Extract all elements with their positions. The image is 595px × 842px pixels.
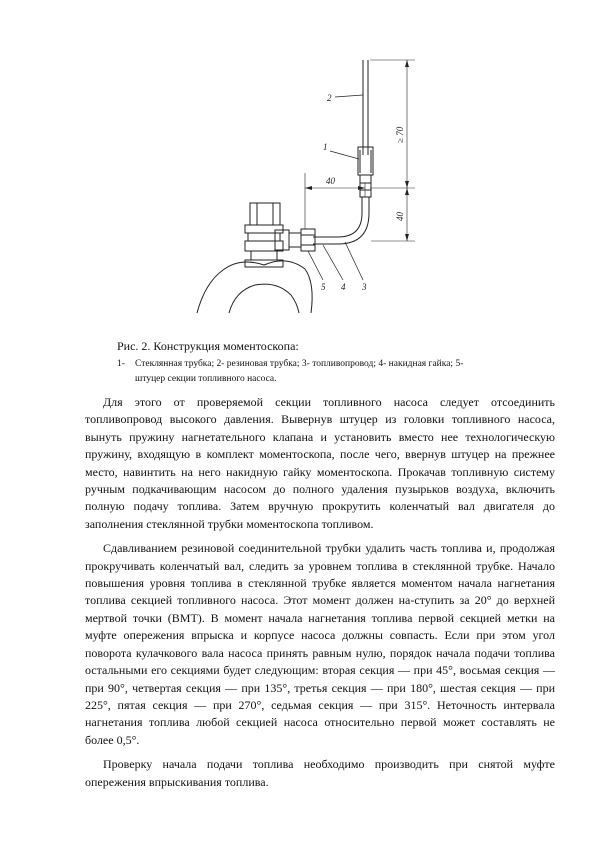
figure-caption-legend [117,357,557,387]
paragraph-3: Проверку начала подачи топлива необходимо производить при снятой муфте опережения впрыскивания топлива. [85,757,555,789]
body-text [85,394,555,797]
legend-line-1: Стеклянная трубка; 2- резиновая трубка; 3- топливопровод; 4- накидная гайка; 5- [135,359,464,369]
momentoscope-drawing [195,55,445,340]
paragraph-2: Сдавливанием резиновой соединительной трубки удалить часть топлива и, продолжая прокручивать коленчатый вал, следить за уровнем топлива в стеклянной трубке. Начало повышения уровня топлива в стеклянной трубке является моментом начала нагнетания топлива секцией топливного насоса. Этот момент должен на-ступить за 20° до верхней мертвой точки (ВМТ). В момент начала нагнетания топлива первой секцией метки на муфте опережения впрыска и корпусе насоса должны совпасть. Если при этом угол поворота кулачкового вала насоса принять равным нулю, порядок начала подачи топлива остальными его секциями будет следующим: вторая секция — при 45°, восьмая секция — при 90°, четвертая секция — при 135°, третья секция — при 180°, шестая секция — при 225°, пятая секция — при 270°, седьмая секция — при 315°. Неточность интервала нагнетания топлива любой секцией насоса относительно первой может составлять не более 0,5°. [85,541,555,747]
legend-number: 1- [117,359,125,369]
dimension-vertical-label: 40 [395,212,405,221]
dimension-horizontal-label: 40 [326,176,335,186]
figure-caption-title: Рис. 2. Конструкция моментоскопа: [117,339,299,353]
callout-4: 4 [341,282,346,292]
legend-line-2: штуцер секции топливного насоса. [135,374,277,384]
callout-3: 3 [362,282,367,292]
dimension-top-label: ≥ 70 [395,126,405,143]
callout-1: 1 [323,142,328,152]
paragraph-1: Для этого от проверяемой секции топливного насоса следует отсоединить топливопровод высокого давления. Вывернув штуцер из головки топливного насоса, вынуть пружину нагнетательного клапана и установить вместо нее технологическую пружину, входящую в комплект моментоскопа, после чего, ввернув штуцер на прежнее место, навинтить на него накидную гайку моментоскопа. Прокачав топливную систему ручным подкачивающим насосом до полного удаления пузырьков воздуха, включить полную подачу топлива. Затем вручную прокрутить коленчатый вал двигателя до заполнения стеклянной трубки моментоскопа топливом. [85,395,555,531]
callout-2: 2 [327,93,332,103]
callout-5: 5 [321,282,326,292]
